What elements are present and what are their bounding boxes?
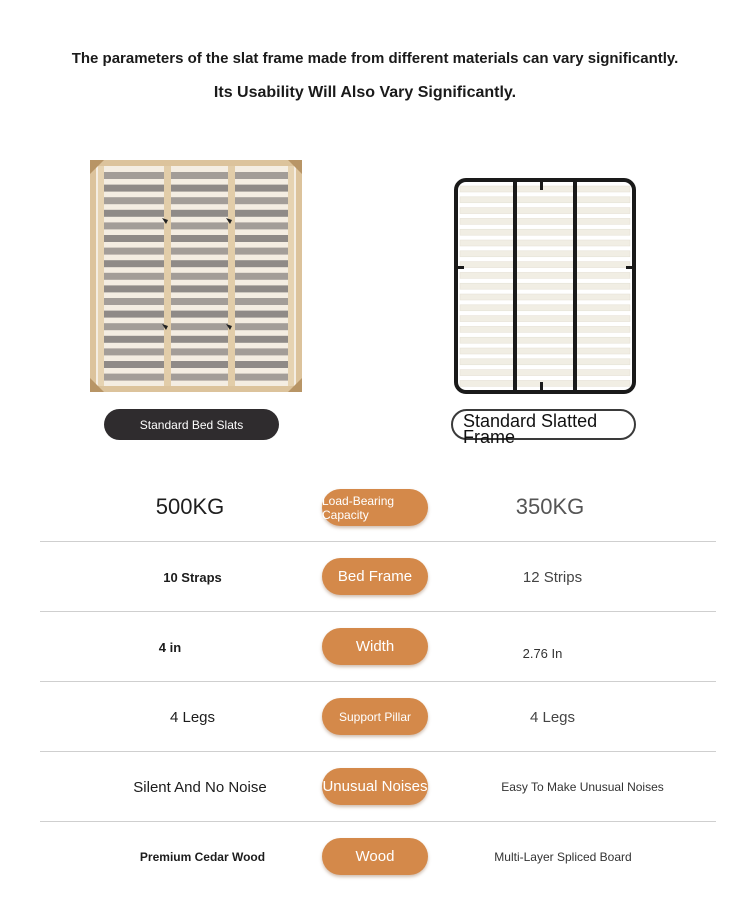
metal-frame-slat: [460, 218, 630, 224]
right-value: 350KG: [515, 494, 585, 519]
left-value: Silent And No Noise: [133, 778, 267, 796]
right-product-label: Standard Slatted Frame: [451, 409, 636, 440]
metal-frame-slat: [460, 359, 630, 365]
right-value: 12 Strips: [522, 568, 583, 586]
metal-frame-slat: [460, 186, 630, 192]
right-value: Easy To Make Unusual Noises: [501, 780, 664, 794]
metal-frame-slat: [460, 208, 630, 214]
wooden-slat-frame-image: [90, 160, 302, 392]
right-value: 4 Legs: [529, 708, 576, 726]
left-value: 10 Straps: [163, 569, 222, 585]
metal-frame-slat: [460, 380, 630, 386]
right-value: Multi-Layer Spliced Board: [494, 850, 632, 864]
right-value: 2.76 In: [522, 645, 563, 661]
attribute-pill: Unusual Noises: [322, 768, 428, 805]
comparison-row-load: [40, 472, 716, 542]
metal-frame-slat: [460, 251, 630, 257]
metal-frame-slat: [460, 348, 630, 354]
attribute-pill: Bed Frame: [322, 558, 428, 595]
wood-slat: [102, 336, 290, 343]
metal-frame-slat: [460, 240, 630, 246]
left-product-label: Standard Bed Slats: [104, 409, 279, 440]
comparison-row-wood: [40, 822, 716, 892]
metal-frame-slat: [460, 262, 630, 268]
wood-slat: [102, 222, 290, 229]
metal-frame-slat: [460, 370, 630, 376]
attribute-pill: Width: [322, 628, 428, 665]
comparison-row-frame: [40, 542, 716, 612]
wood-slat: [102, 273, 290, 280]
wood-slat: [102, 185, 290, 192]
comparison-row-width: [40, 612, 716, 682]
metal-frame-slat: [460, 316, 630, 322]
metal-frame-slat: [460, 272, 630, 278]
attribute-pill: Load-Bearing Capacity: [322, 489, 428, 526]
wood-slat: [102, 248, 290, 255]
wood-slat: [102, 374, 290, 381]
attribute-pill: Support Pillar: [322, 698, 428, 735]
metal-frame-slat: [460, 337, 630, 343]
wood-slat: [102, 210, 290, 217]
metal-frame-slat: [460, 283, 630, 289]
wood-slat: [102, 311, 290, 318]
comparison-row-noise: [40, 752, 716, 822]
intro-subheading: Its Usability Will Also Vary Significantly.: [213, 84, 517, 101]
attribute-pill: Wood: [322, 838, 428, 875]
wood-slat: [102, 260, 290, 267]
metal-frame-slat: [460, 294, 630, 300]
wood-slat: [102, 361, 290, 368]
metal-frame-slat: [460, 305, 630, 311]
left-value: 500KG: [155, 494, 225, 519]
wood-slat: [102, 323, 290, 330]
wood-slat: [102, 172, 290, 179]
wood-slat: [102, 235, 290, 242]
metal-slatted-frame-image: [452, 176, 638, 396]
left-value: 4 in: [158, 639, 182, 655]
left-value: 4 Legs: [169, 708, 216, 726]
wood-slat: [102, 298, 290, 305]
metal-frame-slat: [460, 229, 630, 235]
left-value: Premium Cedar Wood: [139, 850, 266, 864]
wood-slat: [102, 197, 290, 204]
wood-slat: [102, 348, 290, 355]
metal-frame-slat: [460, 197, 630, 203]
intro-heading: The parameters of the slat frame made from different materials can vary significantly.: [71, 50, 679, 67]
wood-slat: [102, 285, 290, 292]
comparison-row-support: [40, 682, 716, 752]
metal-frame-slat: [460, 326, 630, 332]
